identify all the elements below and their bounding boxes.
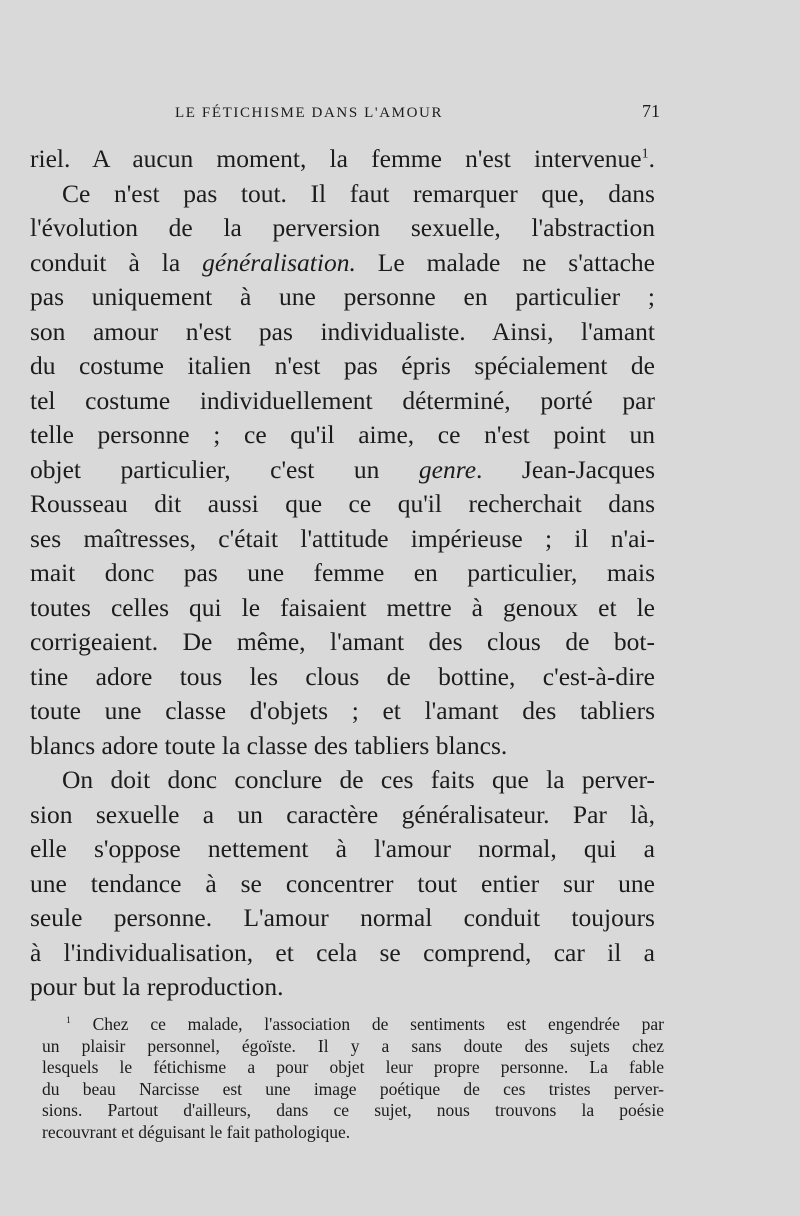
text-line: blancs adore toute la classe des tabliers blancs. [30, 730, 508, 760]
text-line: Ce n'est pas tout. Il faut remarquer que, dans [62, 178, 655, 208]
text-line: tel costume individuellement déterminé, porté par [30, 385, 655, 415]
text-line: toute une classe d'objets ; et l'amant des tabliers [30, 696, 655, 725]
text-line: du costume italien n'est pas épris spécialement de [30, 351, 655, 380]
text-line: conduit à la généralisation. Le malade ne s'attache [30, 247, 655, 277]
running-title: LE FÉTICHISME DANS L'AMOUR [175, 105, 444, 121]
footnote-line: sions. Partout d'ailleurs, dans ce sujet, nous trouvons la poésie [42, 1100, 664, 1120]
text-line: On doit donc conclure de ces faits que la perver- [62, 765, 655, 794]
page-number: 71 [642, 101, 660, 121]
text-line: riel. A aucun moment, la femme n'est intervenue$^1$. [30, 144, 655, 173]
footnote-line: lesquels le fétichisme a pour objet leur propre personne. La fable [42, 1057, 664, 1077]
text-line: pas uniquement à une personne en particulier ; [30, 282, 655, 311]
footnote-line: $^1$ Chez ce malade, l'association de sentiments est engendrée par [66, 1014, 664, 1034]
footnote-line: recouvrant et déguisant le fait pathologique. [42, 1121, 351, 1142]
footnote-marker: 1 [66, 1015, 71, 1027]
footnote-line: du beau Narcisse est une image poétique de ces tristes perver- [42, 1078, 664, 1099]
text-line: telle personne ; ce qu'il aime, ce n'est point un [30, 420, 655, 449]
text-line: ses maîtresses, c'était l'attitude impérieuse ; il n'ai- [30, 523, 655, 553]
footnote-reference: 1 [641, 146, 649, 162]
text-line: pour but la reproduction. [30, 972, 284, 1001]
text-line: une tendance à se concentrer tout entier sur une [30, 868, 655, 898]
text-line: corrigeaient. De même, l'amant des clous de bot- [30, 627, 655, 656]
body-text [30, 142, 655, 1005]
text-line: tine adore tous les clous de bottine, c'est-à-dire [30, 661, 655, 691]
footnote [42, 1014, 664, 1143]
text-line: sion sexuelle a un caractère généralisateur. Par là, [30, 799, 655, 829]
footnote-line: un plaisir personnel, égoïste. Il y a sans doute des sujets chez [42, 1035, 664, 1056]
text-line: objet particulier, c'est un genre. Jean-Jacques [30, 454, 656, 484]
text-line: Rousseau dit aussi que ce qu'il recherchait dans [30, 489, 655, 518]
text-line: l'évolution de la perversion sexuelle, l'abstraction [30, 213, 655, 242]
running-head [30, 101, 660, 129]
text-line: elle s'oppose nettement à l'amour normal, qui a [30, 834, 655, 863]
text-line: à l'individualisation, et cela se comprend, car il a [30, 937, 655, 967]
text-line: toutes celles qui le faisaient mettre à genoux et le [30, 592, 655, 622]
italic-term: genre [418, 454, 477, 484]
text-line: seule personne. L'amour normal conduit toujours [30, 903, 655, 932]
italic-term: généralisation. [202, 247, 356, 277]
text-line: son amour n'est pas individualiste. Ainsi, l'amant [30, 316, 655, 346]
text-line: mait donc pas une femme en particulier, mais [30, 558, 655, 587]
